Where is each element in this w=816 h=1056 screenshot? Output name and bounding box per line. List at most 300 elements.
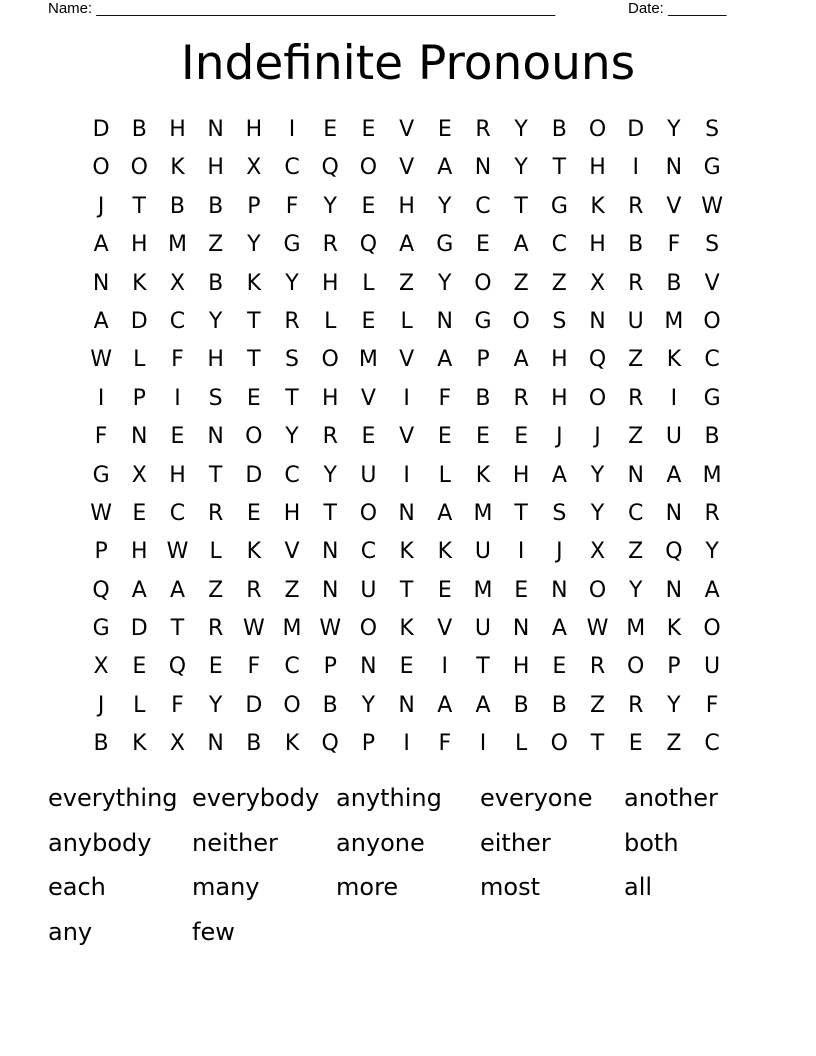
grid-letter: R: [628, 692, 644, 718]
grid-letter: T: [132, 193, 146, 219]
grid-letter: A: [131, 577, 147, 603]
grid-letter: B: [666, 270, 682, 296]
grid-letter: T: [514, 193, 528, 219]
grid-letter: A: [437, 692, 453, 718]
grid-letter: L: [209, 539, 222, 565]
grid-letter: V: [437, 616, 453, 642]
grid-letter: R: [628, 193, 644, 219]
grid-row: [82, 572, 732, 610]
word-bank-row: [48, 778, 768, 823]
grid-letter: V: [704, 270, 720, 296]
grid-letter: D: [92, 117, 110, 142]
grid-letter: Q: [665, 539, 683, 565]
grid-letter: G: [550, 193, 568, 219]
grid-letter: H: [551, 385, 568, 411]
grid-letter: H: [169, 462, 186, 488]
grid-letter: M: [664, 308, 684, 334]
grid-letter: H: [589, 155, 606, 181]
grid-row: [82, 418, 732, 456]
page-title: Indefinite Pronouns: [180, 36, 636, 91]
word-bank-item: everything: [48, 784, 178, 812]
grid-letter: N: [321, 577, 339, 603]
grid-letter: P: [667, 654, 681, 680]
grid-letter: D: [245, 692, 263, 718]
grid-letter: F: [171, 347, 184, 373]
grid-letter: X: [169, 731, 185, 757]
grid-letter: W: [242, 616, 265, 642]
name-field: Name: _______________________________________________________: [48, 0, 556, 17]
grid-letter: C: [628, 500, 644, 526]
grid-letter: A: [93, 232, 109, 258]
grid-letter: O: [359, 616, 378, 642]
word-bank-item: few: [192, 917, 235, 946]
grid-letter: X: [93, 654, 109, 680]
word-bank-item: anybody: [48, 828, 152, 857]
grid-letter: K: [170, 155, 185, 181]
grid-letter: V: [399, 117, 415, 142]
grid-letter: Y: [285, 424, 299, 450]
grid-letter: I: [632, 155, 639, 181]
grid-letter: Z: [551, 270, 567, 296]
grid-letter: B: [551, 692, 567, 718]
grid-letter: I: [174, 385, 181, 411]
grid-letter: H: [131, 539, 148, 565]
grid-letter: X: [169, 270, 185, 296]
grid-letter: U: [665, 424, 682, 450]
word-bank-item: everybody: [192, 784, 320, 812]
grid-letter: Y: [667, 692, 681, 718]
grid-row: [82, 303, 732, 341]
grid-letter: A: [475, 692, 491, 718]
grid-letter: Z: [208, 577, 224, 603]
grid-letter: H: [169, 117, 186, 142]
grid-letter: N: [398, 500, 415, 526]
grid-letter: O: [283, 692, 301, 718]
grid-letter: Y: [667, 117, 681, 142]
grid-letter: Y: [208, 692, 223, 718]
grid-letter: L: [324, 308, 337, 334]
grid-letter: U: [627, 308, 644, 334]
grid-letter: G: [474, 308, 492, 334]
grid-letter: K: [437, 539, 452, 565]
grid-letter: I: [479, 731, 487, 757]
grid-letter: B: [513, 692, 529, 718]
grid-letter: T: [247, 308, 261, 334]
grid-letter: H: [398, 193, 415, 219]
grid-letter: I: [288, 117, 296, 142]
grid-letter: S: [552, 308, 567, 334]
grid-letter: P: [361, 731, 376, 757]
grid-letter: A: [93, 308, 109, 334]
grid-letter: K: [475, 462, 491, 488]
grid-letter: Z: [666, 731, 682, 757]
grid-letter: A: [437, 155, 453, 181]
grid-letter: H: [207, 347, 224, 373]
grid-letter: Z: [628, 424, 644, 450]
grid-letter: A: [551, 462, 567, 488]
grid-letter: N: [207, 731, 224, 757]
grid-letter: A: [513, 232, 529, 258]
grid-letter: V: [399, 424, 415, 450]
grid-letter: B: [169, 193, 186, 219]
grid-row: [82, 149, 732, 187]
grid-letter: P: [476, 347, 490, 373]
grid-row: [82, 265, 732, 303]
grid-letter: A: [513, 347, 529, 373]
date-field: Date: _______: [628, 0, 727, 17]
grid-letter: J: [594, 424, 601, 450]
grid-row: [82, 341, 732, 379]
grid-letter: N: [398, 692, 415, 718]
grid-letter: F: [285, 193, 299, 219]
grid-letter: O: [359, 155, 378, 181]
grid-letter: Y: [705, 539, 719, 565]
grid-letter: M: [282, 616, 302, 642]
grid-letter: O: [550, 731, 568, 757]
grid-letter: T: [590, 731, 605, 757]
grid-letter: I: [670, 385, 678, 411]
grid-letter: Z: [399, 270, 415, 296]
grid-letter: K: [132, 270, 147, 296]
word-bank-row: [48, 867, 768, 912]
grid-letter: X: [246, 155, 262, 181]
grid-letter: A: [666, 462, 682, 488]
grid-letter: N: [665, 155, 683, 181]
grid-letter: A: [704, 577, 720, 603]
grid-letter: F: [705, 692, 719, 718]
word-bank-item: all: [624, 873, 653, 902]
grid-letter: W: [586, 616, 609, 642]
grid-letter: V: [399, 155, 415, 181]
grid-letter: U: [704, 654, 721, 680]
grid-row: [82, 226, 732, 264]
grid-letter: G: [92, 462, 110, 488]
grid-letter: E: [552, 654, 567, 680]
grid-letter: I: [97, 385, 105, 411]
grid-letter: A: [437, 347, 453, 373]
grid-letter: T: [285, 385, 299, 411]
word-bank-item: more: [336, 873, 399, 902]
grid-letter: H: [207, 155, 224, 181]
grid-letter: R: [475, 117, 491, 142]
grid-letter: T: [208, 462, 223, 488]
grid-letter: N: [92, 270, 110, 296]
grid-letter: O: [92, 155, 110, 181]
grid-letter: A: [399, 232, 415, 258]
grid-letter: O: [245, 424, 263, 450]
grid-row: [82, 648, 732, 686]
grid-letter: O: [588, 385, 607, 411]
grid-letter: R: [208, 500, 224, 526]
grid-letter: E: [132, 654, 147, 680]
grid-letter: M: [473, 500, 493, 526]
grid-letter: O: [627, 654, 645, 680]
grid-letter: T: [247, 347, 261, 373]
grid-letter: U: [474, 539, 492, 565]
grid-letter: R: [628, 270, 644, 296]
grid-letter: N: [360, 654, 377, 680]
grid-letter: Y: [323, 193, 337, 219]
grid-letter: Y: [514, 155, 528, 181]
grid-letter: F: [94, 424, 108, 450]
grid-letter: E: [437, 577, 452, 603]
word-bank-item: anything: [336, 784, 442, 812]
grid-letter: K: [590, 193, 605, 219]
grid-letter: N: [474, 155, 492, 181]
grid-letter: S: [285, 347, 300, 373]
grid-letter: E: [399, 654, 414, 680]
grid-letter: S: [552, 500, 567, 526]
grid-letter: E: [361, 308, 376, 334]
grid-row: [82, 610, 732, 648]
grid-letter: O: [703, 308, 721, 334]
grid-letter: T: [399, 577, 414, 603]
grid-letter: I: [403, 731, 410, 757]
grid-letter: L: [515, 731, 528, 757]
grid-letter: P: [94, 539, 108, 565]
grid-letter: O: [703, 616, 721, 642]
grid-letter: R: [246, 577, 262, 603]
grid-letter: R: [322, 232, 338, 258]
grid-letter: A: [437, 500, 453, 526]
grid-letter: J: [97, 692, 105, 718]
grid-letter: Z: [284, 577, 300, 603]
grid-letter: F: [438, 385, 452, 411]
grid-letter: N: [207, 117, 224, 142]
grid-letter: E: [628, 731, 643, 757]
grid-row: [82, 495, 732, 533]
grid-letter: Y: [247, 232, 261, 258]
grid-letter: N: [512, 616, 530, 642]
grid-letter: M: [626, 616, 646, 642]
grid-letter: E: [514, 577, 529, 603]
grid-letter: E: [361, 424, 376, 450]
word-bank-row: [48, 823, 768, 868]
grid-letter: I: [517, 539, 525, 565]
grid-row: [82, 380, 732, 418]
grid-letter: Q: [321, 731, 339, 757]
grid-letter: H: [131, 232, 148, 258]
grid-letter: U: [474, 616, 492, 642]
grid-letter: B: [93, 731, 109, 757]
grid-letter: Q: [321, 155, 339, 181]
grid-letter: H: [589, 232, 606, 258]
grid-letter: E: [246, 385, 261, 411]
grid-letter: T: [476, 654, 490, 680]
grid-letter: I: [403, 385, 410, 411]
grid-letter: X: [589, 270, 606, 296]
grid-letter: V: [666, 193, 682, 219]
grid-letter: F: [667, 232, 681, 258]
grid-letter: H: [512, 462, 530, 488]
grid-letter: H: [551, 347, 568, 373]
grid-letter: S: [208, 385, 223, 411]
grid-letter: I: [403, 462, 410, 488]
grid-letter: F: [438, 731, 452, 757]
grid-letter: Y: [438, 270, 452, 296]
grid-letter: Y: [514, 117, 528, 142]
grid-letter: N: [589, 308, 606, 334]
grid-letter: G: [703, 385, 721, 411]
word-bank-item: both: [624, 828, 679, 857]
grid-letter: L: [133, 347, 146, 373]
grid-letter: J: [556, 539, 563, 565]
grid-letter: O: [588, 117, 607, 142]
grid-letter: C: [475, 193, 491, 219]
grid-letter: E: [361, 193, 376, 219]
grid-letter: O: [512, 308, 530, 334]
grid-letter: R: [322, 424, 338, 450]
grid-letter: N: [207, 424, 224, 450]
grid-letter: H: [512, 654, 530, 680]
grid-letter: L: [362, 270, 375, 296]
grid-letter: W: [701, 193, 723, 219]
grid-row: [82, 725, 732, 763]
grid-letter: M: [358, 347, 378, 373]
grid-letter: O: [321, 347, 339, 373]
grid-letter: E: [437, 424, 452, 450]
grid-letter: R: [284, 308, 300, 334]
grid-row: [82, 111, 732, 149]
grid-letter: Z: [628, 539, 644, 565]
grid-letter: Y: [323, 462, 337, 488]
grid-letter: X: [589, 539, 606, 565]
word-bank-item: most: [480, 873, 540, 902]
grid-letter: C: [551, 232, 568, 258]
grid-letter: D: [627, 117, 645, 142]
grid-letter: V: [399, 347, 415, 373]
grid-letter: Z: [208, 232, 224, 258]
grid-letter: D: [245, 462, 263, 488]
word-bank-item: each: [48, 873, 106, 902]
grid-letter: B: [208, 270, 224, 296]
grid-letter: H: [283, 500, 301, 526]
grid-letter: Y: [208, 308, 223, 334]
grid-letter: E: [476, 232, 490, 258]
grid-letter: P: [323, 654, 337, 680]
grid-row: [82, 457, 732, 495]
letter-grid: [82, 111, 732, 764]
grid-letter: E: [514, 424, 529, 450]
grid-letter: C: [704, 731, 720, 757]
grid-letter: U: [360, 462, 377, 488]
grid-letter: Y: [285, 270, 299, 296]
grid-letter: A: [169, 577, 185, 603]
grid-letter: O: [130, 155, 148, 181]
grid-letter: L: [438, 462, 451, 488]
grid-letter: P: [132, 385, 146, 411]
word-bank-item: anyone: [336, 828, 425, 857]
word-bank-item: neither: [192, 828, 278, 857]
grid-letter: B: [322, 692, 338, 718]
grid-letter: U: [360, 577, 377, 603]
grid-letter: W: [319, 616, 342, 642]
grid-letter: H: [321, 385, 339, 411]
grid-letter: T: [514, 500, 528, 526]
grid-letter: B: [131, 117, 147, 142]
grid-letter: N: [436, 308, 454, 334]
grid-letter: N: [131, 424, 148, 450]
grid-letter: B: [704, 424, 720, 450]
grid-letter: J: [556, 424, 563, 450]
word-bank-item: either: [480, 828, 551, 857]
grid-letter: G: [436, 232, 454, 258]
grid-letter: L: [400, 308, 413, 334]
grid-letter: A: [551, 616, 567, 642]
grid-letter: E: [323, 117, 338, 142]
grid-letter: Z: [513, 270, 529, 296]
grid-letter: W: [90, 347, 112, 373]
grid-letter: K: [284, 731, 300, 757]
grid-letter: T: [552, 155, 567, 181]
grid-letter: V: [284, 539, 300, 565]
grid-letter: J: [97, 193, 105, 219]
grid-letter: D: [130, 308, 148, 334]
grid-letter: F: [171, 692, 184, 718]
grid-letter: G: [703, 155, 721, 181]
grid-letter: W: [90, 500, 112, 526]
grid-letter: R: [208, 616, 224, 642]
grid-letter: R: [589, 654, 606, 680]
grid-letter: I: [441, 654, 449, 680]
grid-letter: Y: [438, 193, 452, 219]
grid-letter: B: [628, 232, 644, 258]
grid-letter: H: [245, 117, 263, 142]
grid-row: [82, 188, 732, 226]
grid-letter: Z: [589, 692, 606, 718]
word-bank-item: any: [48, 917, 93, 946]
word-bank-item: another: [624, 784, 718, 812]
grid-letter: K: [666, 616, 682, 642]
grid-letter: Y: [628, 577, 643, 603]
grid-letter: Y: [590, 500, 605, 526]
grid-letter: N: [665, 577, 683, 603]
grid-letter: O: [359, 500, 378, 526]
grid-letter: B: [246, 731, 262, 757]
grid-letter: B: [475, 385, 491, 411]
grid-letter: Y: [590, 462, 605, 488]
word-bank-item: many: [192, 873, 260, 902]
grid-letter: O: [474, 270, 492, 296]
grid-letter: E: [476, 424, 490, 450]
header-line: [48, 0, 748, 20]
grid-letter: R: [628, 385, 644, 411]
grid-letter: K: [399, 539, 414, 565]
grid-letter: M: [167, 232, 187, 258]
grid-letter: E: [132, 500, 147, 526]
grid-letter: E: [246, 500, 261, 526]
grid-letter: K: [666, 347, 682, 373]
grid-letter: C: [284, 654, 300, 680]
grid-letter: O: [588, 577, 607, 603]
grid-letter: L: [133, 692, 146, 718]
grid-letter: K: [399, 616, 414, 642]
grid-letter: R: [704, 500, 720, 526]
grid-letter: G: [283, 232, 301, 258]
grid-letter: E: [361, 117, 376, 142]
word-bank-row: [48, 912, 768, 957]
grid-letter: N: [665, 500, 683, 526]
grid-letter: G: [92, 616, 110, 642]
grid-letter: W: [166, 539, 189, 565]
grid-letter: V: [360, 385, 376, 411]
grid-letter: T: [323, 500, 337, 526]
grid-letter: K: [246, 270, 262, 296]
grid-letter: C: [360, 539, 377, 565]
grid-letter: S: [705, 117, 720, 142]
grid-letter: C: [169, 500, 186, 526]
word-bank-item: everyone: [480, 784, 593, 812]
